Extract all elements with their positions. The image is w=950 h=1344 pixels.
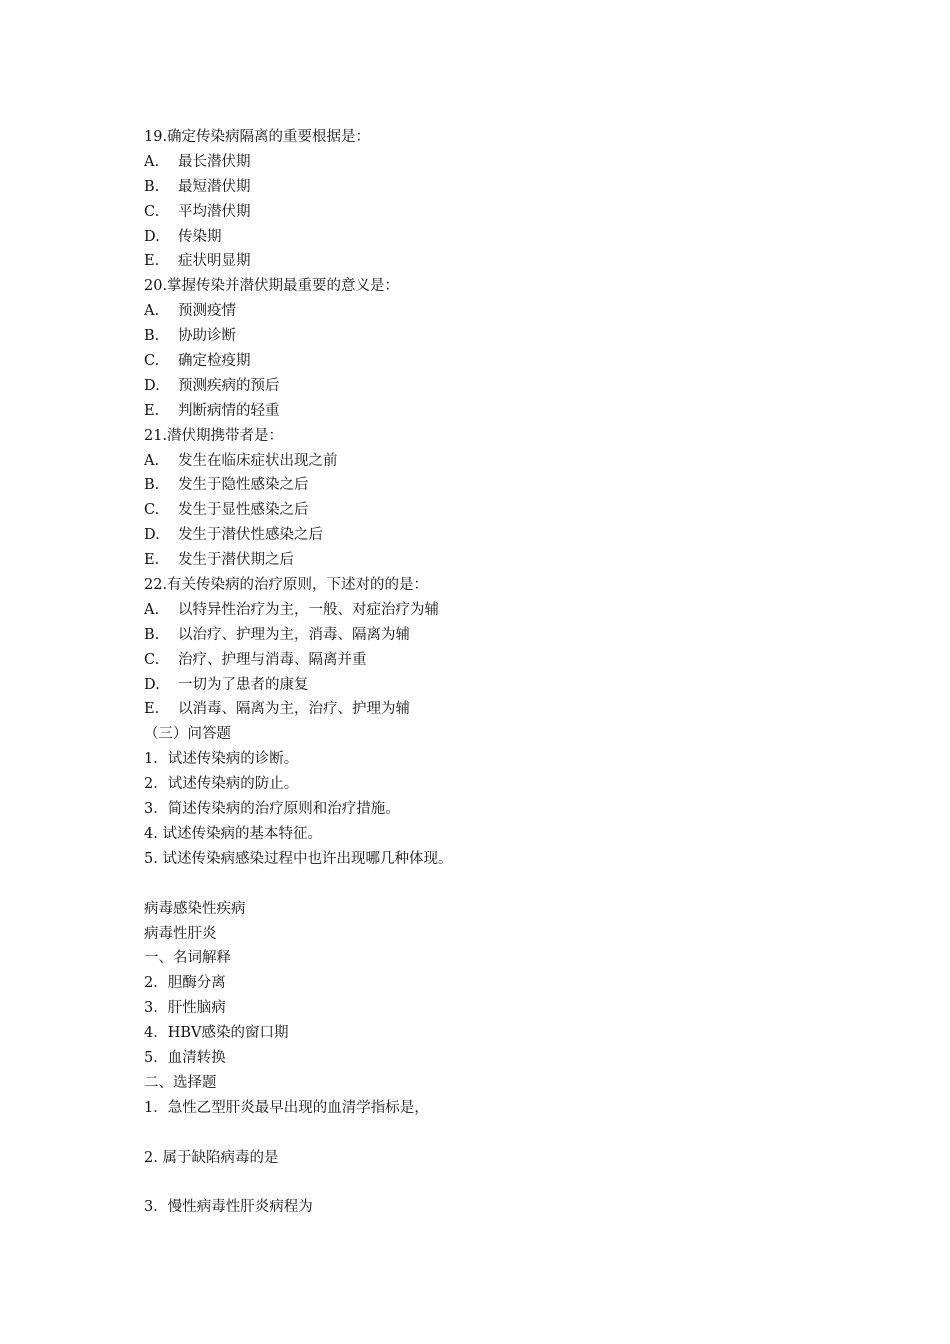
option-letter: D. [144, 676, 160, 693]
option-line [144, 523, 864, 548]
option-letter: E. [144, 253, 160, 270]
option-line [144, 399, 864, 424]
option-line [144, 225, 864, 250]
option-line [144, 623, 864, 648]
option-text: 以特异性治疗为主，一般、对症治疗为辅 [178, 601, 439, 618]
option-letter: A. [144, 303, 160, 320]
option-letter: B. [144, 328, 160, 345]
viral-question-3: 3．慢性病毒性肝炎病程为 [144, 1199, 313, 1216]
option-line [144, 473, 864, 498]
option-line [144, 598, 864, 623]
choice-heading: 二、选择题 [144, 1074, 217, 1091]
option-letter: C. [144, 353, 160, 370]
terms-heading: 一、名词解释 [144, 950, 231, 967]
question-22: 22.有关传染病的治疗原则，下述对的的是： [144, 577, 429, 594]
document-content [144, 125, 864, 1220]
option-text: 发生在临床症状出现之前 [178, 452, 338, 469]
section-title: 病毒感染性疾病 [144, 900, 246, 917]
option-line [144, 673, 864, 698]
term-item: 4．HBV感染的窗口期 [144, 1025, 289, 1042]
option-letter: C. [144, 651, 160, 668]
option-line [144, 249, 864, 274]
option-letter: C. [144, 502, 160, 519]
viral-question-1: 1．急性乙型肝炎最早出现的血清学指标是， [144, 1099, 429, 1116]
option-letter: C. [144, 203, 160, 220]
option-line [144, 648, 864, 673]
option-text: 协助诊断 [178, 328, 236, 345]
option-text: 治疗、护理与消毒、隔离并重 [178, 651, 367, 668]
option-text: 传染期 [178, 228, 222, 245]
option-letter: E. [144, 402, 160, 419]
option-letter: D. [144, 527, 160, 544]
essay-heading: （三）问答题 [144, 726, 231, 743]
blank-line [144, 872, 864, 897]
option-text: 症状明显期 [178, 253, 251, 270]
option-text: 确定检疫期 [178, 353, 251, 370]
option-text: 发生于潜伏性感染之后 [178, 527, 323, 544]
section-subtitle: 病毒性肝炎 [144, 925, 217, 942]
essay-item: 4. 试述传染病的基本特征。 [144, 825, 322, 842]
option-letter: A. [144, 452, 160, 469]
option-text: 以治疗、护理为主，消毒、隔离为辅 [178, 626, 410, 643]
option-line [144, 150, 864, 175]
option-text: 判断病情的轻重 [178, 402, 280, 419]
option-text: 发生于隐性感染之后 [178, 477, 309, 494]
option-line [144, 299, 864, 324]
essay-item: 2．试述传染病的防止。 [144, 776, 299, 793]
option-letter: E. [144, 701, 160, 718]
option-text: 以消毒、隔离为主，治疗、护理为辅 [178, 701, 410, 718]
option-letter: A. [144, 601, 160, 618]
option-line [144, 324, 864, 349]
option-text: 一切为了患者的康复 [178, 676, 309, 693]
option-letter: E. [144, 552, 160, 569]
option-text: 最长潜伏期 [178, 153, 251, 170]
term-item: 5．血清转换 [144, 1049, 226, 1066]
option-letter: A. [144, 153, 160, 170]
essay-item: 1．试述传染病的诊断。 [144, 751, 299, 768]
viral-question-2-options [144, 1170, 864, 1195]
essay-item: 5. 试述传染病感染过程中也许出现哪几种体现。 [144, 850, 453, 867]
option-line [144, 200, 864, 225]
option-letter: B. [144, 626, 160, 643]
option-text: 平均潜伏期 [178, 203, 251, 220]
question-19: 19.确定传染病隔离的重要根据是： [144, 129, 371, 145]
essay-item: 3．简述传染病的治疗原则和治疗措施。 [144, 801, 400, 818]
option-letter: D. [144, 377, 160, 394]
viral-question-1-options [144, 1121, 864, 1146]
question-21: 21.潜伏期携带者是： [144, 427, 284, 444]
option-text: 最短潜伏期 [178, 178, 251, 195]
question-20: 20.掌握传染并潜伏期最重要的意义是： [144, 278, 400, 295]
option-line [144, 349, 864, 374]
option-text: 预测疾病的预后 [178, 377, 280, 394]
term-item: 3．肝性脑病 [144, 1000, 226, 1017]
option-text: 发生于潜伏期之后 [178, 552, 294, 569]
option-letter: B. [144, 178, 160, 195]
option-line [144, 449, 864, 474]
option-letter: D. [144, 228, 160, 245]
option-line [144, 175, 864, 200]
option-line [144, 548, 864, 573]
option-line [144, 697, 864, 722]
option-text: 预测疫情 [178, 303, 236, 320]
viral-question-2: 2. 属于缺陷病毒的是 [144, 1149, 279, 1166]
option-line [144, 374, 864, 399]
option-text: 发生于显性感染之后 [178, 502, 309, 519]
option-line [144, 498, 864, 523]
term-item: 2．胆酶分离 [144, 975, 226, 992]
option-letter: B. [144, 477, 160, 494]
